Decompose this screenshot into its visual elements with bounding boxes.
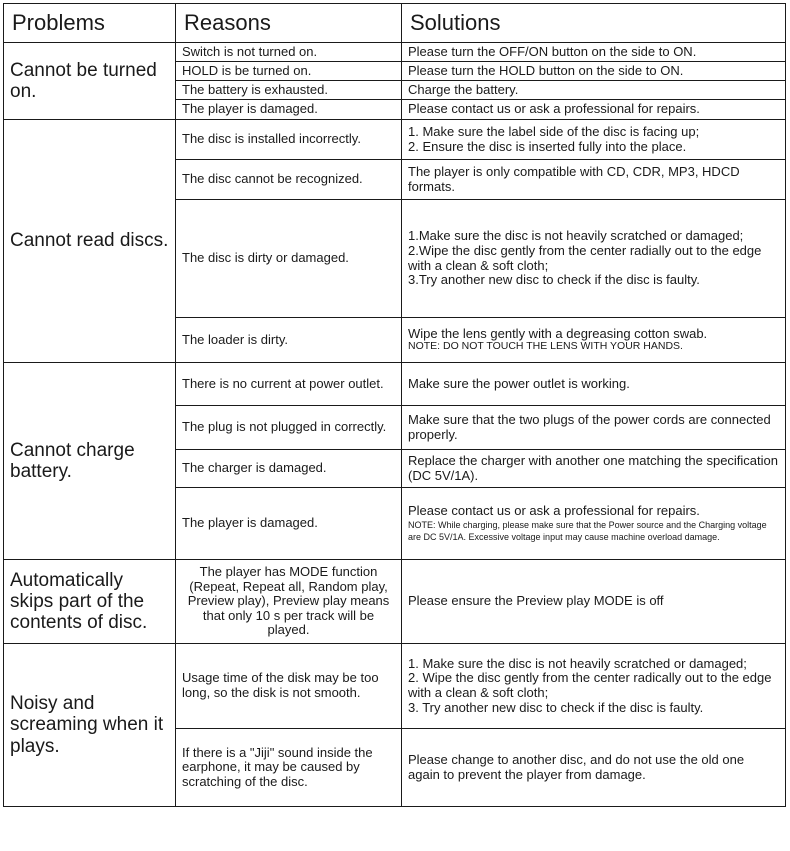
troubleshooting-table	[3, 3, 786, 807]
reason-cell: There is no current at power outlet.	[176, 363, 402, 406]
reason-cell: The player is damaged.	[176, 100, 402, 120]
solution-note: NOTE: While charging, please make sure that the Power source and the Charging voltage are DC 5V/1A. Excessive voltage input may cause machine overload damage.	[408, 519, 767, 542]
reason-cell: The disc is dirty or damaged.	[176, 200, 402, 318]
problem-cell: Cannot charge battery.	[4, 363, 176, 560]
reason-cell: The player is damaged.	[176, 488, 402, 560]
reason-cell: HOLD is be turned on.	[176, 62, 402, 81]
reason-cell: The plug is not plugged in correctly.	[176, 406, 402, 450]
solution-cell: Make sure the power outlet is working.	[402, 363, 786, 406]
solution-cell	[402, 488, 786, 560]
table-row	[4, 120, 786, 160]
problem-cell: Cannot be turned on.	[4, 43, 176, 120]
solution-cell: Please ensure the Preview play MODE is off	[402, 560, 786, 644]
solution-cell: Charge the battery.	[402, 81, 786, 100]
solution-cell	[402, 318, 786, 363]
header-row	[4, 4, 786, 43]
solution-text: Wipe the lens gently with a degreasing cotton swab.	[408, 325, 708, 341]
solution-line: 1. Make sure the label side of the disc is facing up;	[408, 123, 700, 139]
reason-cell: Switch is not turned on.	[176, 43, 402, 62]
solution-text: Please contact us or ask a professional for repairs.	[408, 503, 700, 519]
table-row	[4, 644, 786, 729]
solution-line: 3.Try another new disc to check if the disc is faulty.	[408, 272, 700, 288]
header-reasons: Reasons	[176, 4, 402, 43]
solution-line: 2. Ensure the disc is inserted fully into the place.	[408, 138, 687, 154]
solution-cell	[402, 200, 786, 318]
solution-cell: Replace the charger with another one matching the specification (DC 5V/1A).	[402, 450, 786, 488]
solution-cell: The player is only compatible with CD, CDR, MP3, HDCD formats.	[402, 160, 786, 200]
reason-cell: Usage time of the disk may be too long, so the disk is not smooth.	[176, 644, 402, 729]
solution-cell: Please turn the OFF/ON button on the side to ON.	[402, 43, 786, 62]
header-problems: Problems	[4, 4, 176, 43]
solution-cell	[402, 120, 786, 160]
solution-line: 2.Wipe the disc gently from the center radially out to the edge with a clean & soft cloth;	[408, 242, 762, 273]
reason-cell: If there is a "Jiji" sound inside the earphone, it may be caused by scratching of the disc.	[176, 729, 402, 807]
solution-cell: Make sure that the two plugs of the power cords are connected properly.	[402, 406, 786, 450]
solution-cell: Please contact us or ask a professional for repairs.	[402, 100, 786, 120]
table-row	[4, 560, 786, 644]
solution-cell: Please turn the HOLD button on the side to ON.	[402, 62, 786, 81]
reason-cell: The battery is exhausted.	[176, 81, 402, 100]
solution-cell: Please change to another disc, and do not use the old one again to prevent the player from damage.	[402, 729, 786, 807]
problem-cell: Automatically skips part of the contents of disc.	[4, 560, 176, 644]
solution-cell	[402, 644, 786, 729]
solution-note: NOTE: DO NOT TOUCH THE LENS WITH YOUR HANDS.	[408, 340, 683, 353]
reason-cell: The disc cannot be recognized.	[176, 160, 402, 200]
solution-line: 1.Make sure the disc is not heavily scratched or damaged;	[408, 228, 744, 244]
reason-cell: The disc is installed incorrectly.	[176, 120, 402, 160]
table-row	[4, 43, 786, 62]
problem-cell: Noisy and screaming when it plays.	[4, 644, 176, 807]
reason-cell: The player has MODE function (Repeat, Repeat all, Random play, Preview play), Preview play means that only 10 s per track will be played.	[176, 560, 402, 644]
solution-line: 3. Try another new disc to check if the disc is faulty.	[408, 699, 704, 715]
table-row	[4, 363, 786, 406]
solution-line: 1. Make sure the disc is not heavily scratched or damaged;	[408, 655, 747, 671]
solution-line: 2. Wipe the disc gently from the center radically out to the edge with a clean & soft cloth;	[408, 670, 772, 700]
problem-cell: Cannot read discs.	[4, 120, 176, 363]
header-solutions: Solutions	[402, 4, 786, 43]
reason-cell: The loader is dirty.	[176, 318, 402, 363]
reason-cell: The charger is damaged.	[176, 450, 402, 488]
